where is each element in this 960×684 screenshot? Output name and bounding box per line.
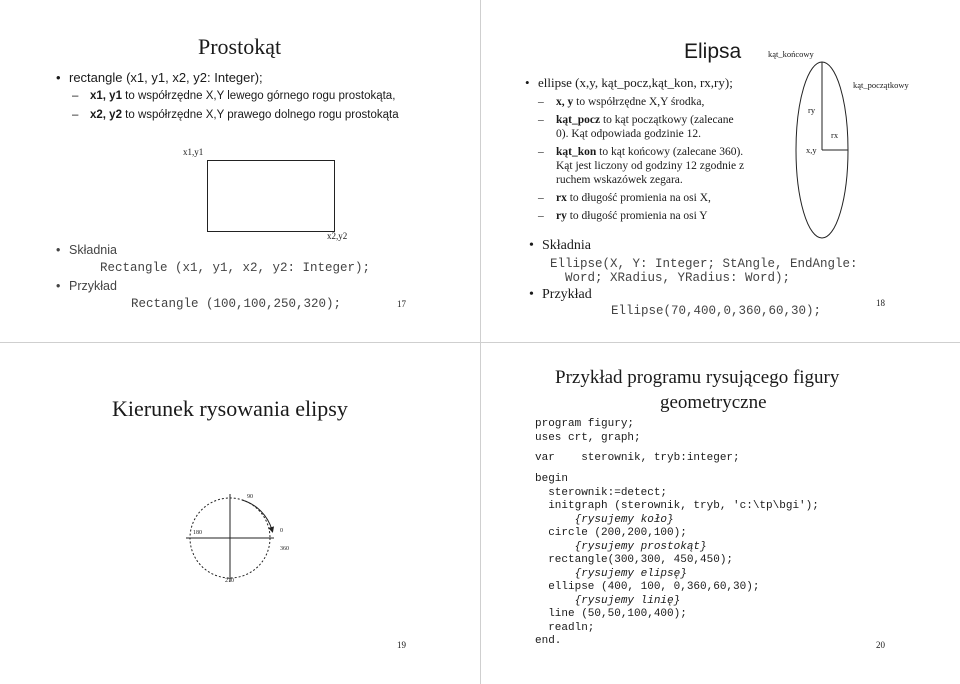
code-line-8: circle (200,200,100);	[535, 527, 687, 539]
page-number-20: 20	[876, 640, 885, 650]
direction-arrow	[242, 500, 272, 530]
slide-19-title: Kierunek rysowania elipsy	[112, 396, 348, 421]
kat-kon-description: – kąt_kon to kąt końcowy (zalecane 360).	[556, 146, 743, 158]
code-line-12: ellipse (400, 100, 0,360,60,30);	[535, 581, 760, 593]
slide-18-title: Elipsa	[684, 40, 742, 63]
label-270: 270	[225, 578, 234, 584]
label-x2y2: x2,y2	[327, 231, 348, 241]
code-line-10: rectangle(300,300, 450,450);	[535, 554, 734, 566]
label-rx: rx	[831, 130, 839, 140]
kat-pocz-description-line2: 0). Kąt odpowiada godzinie 12.	[556, 128, 701, 140]
slide-20-title-line2: geometryczne	[660, 392, 767, 413]
code-line-3: var sterownik, tryb:integer;	[535, 452, 740, 464]
skladnia-code-18-line1: Ellipse(X, Y: Integer; StAngle, EndAngle:	[550, 257, 858, 271]
ellipse-signature: • ellipse (x,y, kąt_pocz,kąt_kon, rx,ry);	[538, 75, 733, 91]
page-number-19: 19	[397, 640, 406, 650]
skladnia-heading-18: • Składnia	[542, 238, 591, 254]
code-comment-3: {rysujemy elipsę}	[535, 568, 687, 580]
label-x1y1: x1,y1	[183, 147, 204, 157]
label-0: 0	[280, 528, 283, 534]
rectangle-figure	[207, 160, 335, 232]
przyklad-heading-18: • Przykład	[542, 287, 592, 303]
kat-pocz-description: – kąt_pocz to kąt początkowy (zalecane	[556, 114, 734, 126]
rectangle-signature: • rectangle (x1, y1, x2, y2: Integer);	[69, 70, 263, 85]
vertical-divider	[480, 0, 481, 684]
skladnia-code-18-line2: Word; XRadius, YRadius: Word);	[565, 271, 791, 285]
code-line-14: line (50,50,100,400);	[535, 608, 687, 620]
code-line-1: program figury;	[535, 418, 635, 430]
skladnia-heading: • Składnia	[69, 243, 117, 257]
label-ry: ry	[808, 105, 816, 115]
code-comment-1: {rysujemy koło}	[535, 514, 674, 526]
przyklad-code: Rectangle (100,100,250,320);	[131, 297, 342, 311]
kat-kon-description-line2: Kąt jest liczony od godziny 12 zgodnie z	[556, 160, 745, 172]
przyklad-heading: • Przykład	[69, 279, 117, 293]
ry-description: – ry to długość promienia na osi Y	[556, 210, 708, 222]
page-number-17: 17	[397, 299, 406, 309]
xy-description: – x, y to współrzędne X,Y środka,	[556, 96, 704, 108]
x1y1-description: – x1, y1 to współrzędne X,Y lewego górnego rogu prostokąta,	[90, 90, 395, 102]
label-360: 360	[280, 546, 289, 552]
rx-description: – rx to długość promienia na osi X,	[556, 192, 711, 204]
kat-kon-description-line3: ruchem wskazówek zegara.	[556, 174, 683, 186]
przyklad-code-18: Ellipse(70,400,0,360,60,30);	[611, 304, 822, 318]
code-line-2: uses crt, graph;	[535, 432, 641, 444]
code-line-4: begin	[535, 473, 569, 485]
angle-diagram	[182, 490, 292, 590]
page-number-18: 18	[876, 298, 885, 308]
code-line-5: sterownik:=detect;	[535, 487, 668, 499]
code-line-16: end.	[535, 635, 562, 647]
code-comment-2: {rysujemy prostokąt}	[535, 541, 707, 553]
x2y2-description: – x2, y2 to współrzędne X,Y prawego dolnego rogu prostokąta	[90, 109, 399, 121]
label-kat-koncowy: kąt_końcowy	[768, 49, 814, 59]
skladnia-code: Rectangle (x1, y1, x2, y2: Integer);	[100, 261, 371, 275]
label-xy: x,y	[806, 145, 817, 155]
label-90: 90	[247, 494, 253, 500]
label-180: 180	[193, 530, 202, 536]
slide-17-title: Prostokąt	[198, 34, 282, 59]
code-line-15: readln;	[535, 622, 595, 634]
code-comment-4: {rysujemy linię}	[535, 595, 681, 607]
slide-20-title-line1: Przykład programu rysującego figury	[555, 367, 840, 388]
code-line-6: initgraph (sterownik, tryb, 'c:\tp\bgi');	[535, 500, 819, 512]
label-kat-poczatkowy: kąt_początkowy	[853, 80, 909, 90]
